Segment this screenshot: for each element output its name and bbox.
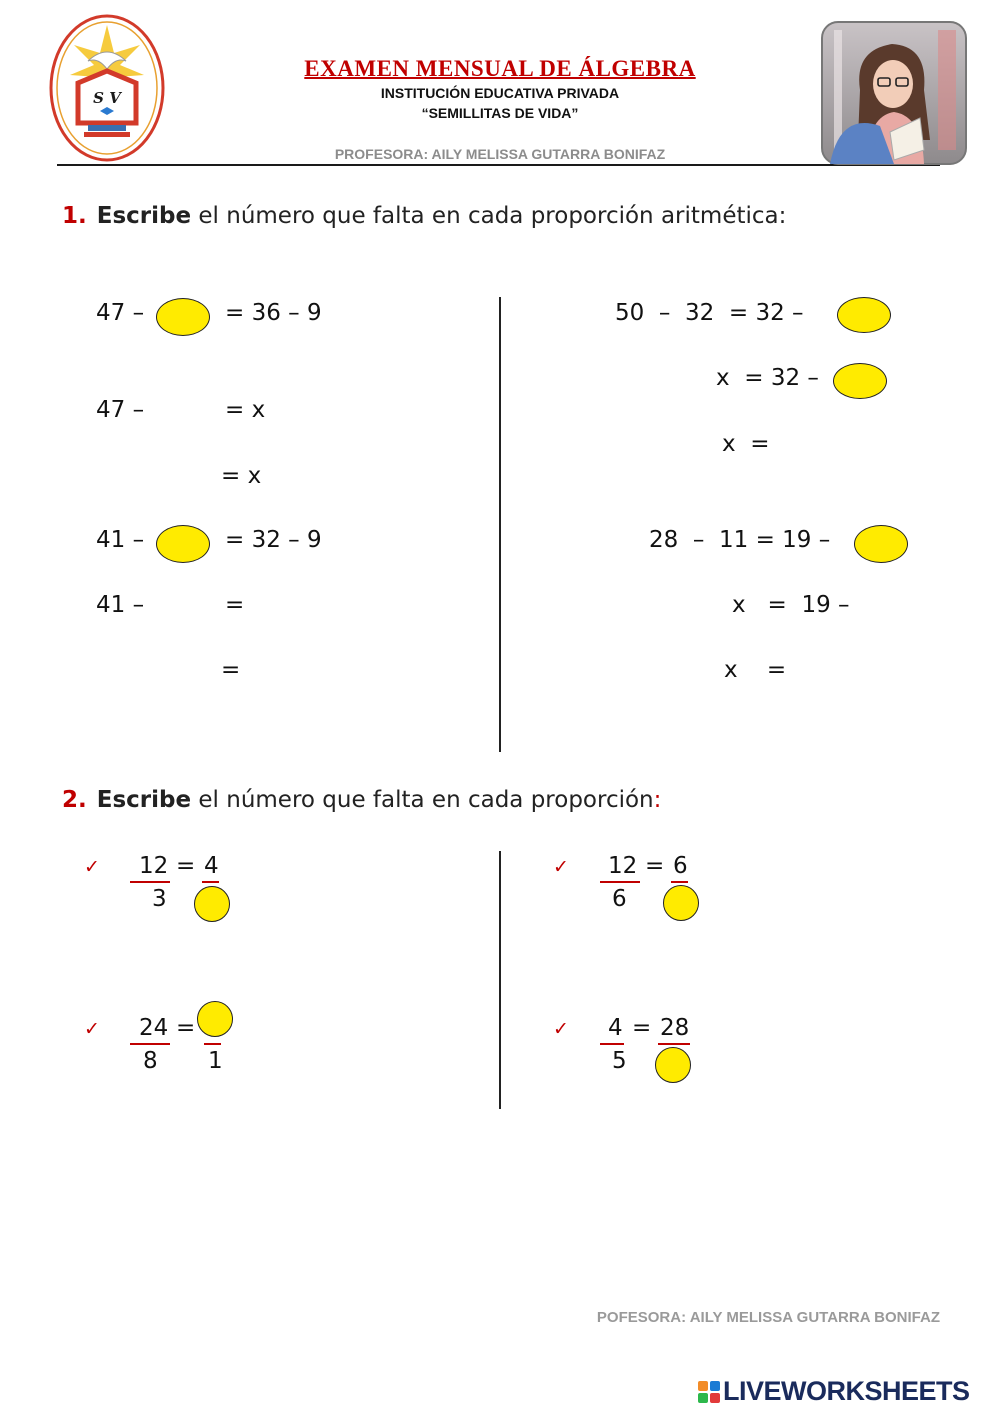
logo-initials: S V [93, 89, 121, 107]
q1-left-b-pre: 47 – [96, 397, 145, 423]
q1-right-e-line: x = 19 – [732, 592, 850, 618]
q1-right-b-line: x = 32 – [716, 365, 819, 391]
q1-right-f-line: x = [724, 657, 787, 683]
p2-fraction-bar-2 [671, 881, 688, 883]
p4-denominator-1: 5 [612, 1048, 627, 1074]
p1-numerator-2: 4 [204, 853, 219, 879]
q2-column-divider [499, 851, 501, 1109]
q1-left-a-answer-oval[interactable] [156, 298, 210, 336]
question-2-text: el número que falta en cada proporción [191, 787, 654, 813]
q1-right-a-line: 50 – 32 = 32 – [615, 300, 804, 326]
q1-left-d-pre: 41 – [96, 527, 145, 553]
p4-fraction-bar-2 [658, 1043, 690, 1045]
p2-answer-oval[interactable] [663, 885, 699, 921]
question-2-number: 2. [62, 787, 87, 813]
q1-right-b-answer-oval[interactable] [833, 363, 887, 399]
q1-left-e-post: = [225, 592, 245, 618]
p2-fraction-bar-1 [600, 881, 640, 883]
p2-numerator-2: 6 [673, 853, 688, 879]
q1-left-d-post: = 32 – 9 [225, 527, 322, 553]
p4-numerator-1: 4 [608, 1015, 623, 1041]
q1-left-a-pre: 47 – [96, 300, 145, 326]
q1-left-c-line: = x [221, 463, 262, 489]
question-1-verb: Escribe [96, 203, 192, 229]
exam-title: EXAMEN MENSUAL DE ÁLGEBRA [304, 56, 696, 81]
p3-answer-oval[interactable] [197, 1001, 233, 1037]
q1-left-a-post: = 36 – 9 [225, 300, 322, 326]
q1-left-e-pre: 41 – [96, 592, 145, 618]
question-1-text: el número que falta en cada proporción aritmética: [191, 203, 787, 229]
p2-checkmark-icon: ✓ [553, 856, 569, 878]
p4-checkmark-icon: ✓ [553, 1018, 569, 1040]
q1-left-b-post: = x [225, 397, 266, 423]
school-name: “SEMILLITAS DE VIDA” [421, 105, 579, 121]
p2-denominator-1: 6 [612, 886, 627, 912]
liveworksheets-brand-text: LIVEWORKSHEETS [723, 1376, 970, 1406]
school-line-1: INSTITUCIÓN EDUCATIVA PRIVADA [380, 85, 620, 101]
p4-numerator-2: 28 [660, 1015, 690, 1041]
q1-left-d-answer-oval[interactable] [156, 525, 210, 563]
question-2-colon: : [653, 787, 662, 813]
p4-equals: = [632, 1015, 652, 1041]
q1-column-divider [499, 297, 501, 752]
p1-checkmark-icon: ✓ [84, 856, 100, 878]
p2-numerator-1: 12 [608, 853, 638, 879]
p3-denominator-1: 8 [143, 1048, 158, 1074]
p1-equals: = [176, 853, 196, 879]
p3-numerator-1: 24 [139, 1015, 169, 1041]
footer-teacher: POFESORA: AILY MELISSA GUTARRA BONIFAZ [596, 1309, 940, 1326]
p1-numerator-1: 12 [139, 853, 169, 879]
p3-denominator-2: 1 [208, 1048, 223, 1074]
liveworksheets-logo [698, 1376, 970, 1407]
q1-right-c-line: x = [722, 431, 770, 457]
p2-equals: = [645, 853, 665, 879]
question-2-title [62, 787, 661, 813]
q1-left-f-line: = [221, 657, 241, 683]
p4-answer-oval[interactable] [655, 1047, 691, 1083]
question-1-number: 1. [62, 203, 87, 229]
q1-right-d-line: 28 – 11 = 19 – [649, 527, 831, 553]
p3-fraction-bar-1 [130, 1043, 170, 1045]
p1-denominator-1: 3 [152, 886, 167, 912]
q1-right-d-answer-oval[interactable] [854, 525, 908, 563]
p3-checkmark-icon: ✓ [84, 1018, 100, 1040]
question-1-title [62, 203, 786, 229]
q1-right-a-answer-oval[interactable] [837, 297, 891, 333]
p1-fraction-bar-2 [202, 881, 219, 883]
p4-fraction-bar-1 [600, 1043, 624, 1045]
p1-answer-oval[interactable] [194, 886, 230, 922]
liveworksheets-grid-icon [698, 1379, 720, 1401]
p3-equals: = [176, 1015, 196, 1041]
p3-fraction-bar-2 [204, 1043, 221, 1045]
teacher-avatar-image [820, 20, 968, 166]
p1-fraction-bar-1 [130, 881, 170, 883]
school-logo [48, 13, 166, 163]
header-rule [57, 164, 940, 166]
question-2-verb: Escribe [96, 787, 192, 813]
teacher-name: PROFESORA: AILY MELISSA GUTARRA BONIFAZ [334, 146, 666, 162]
